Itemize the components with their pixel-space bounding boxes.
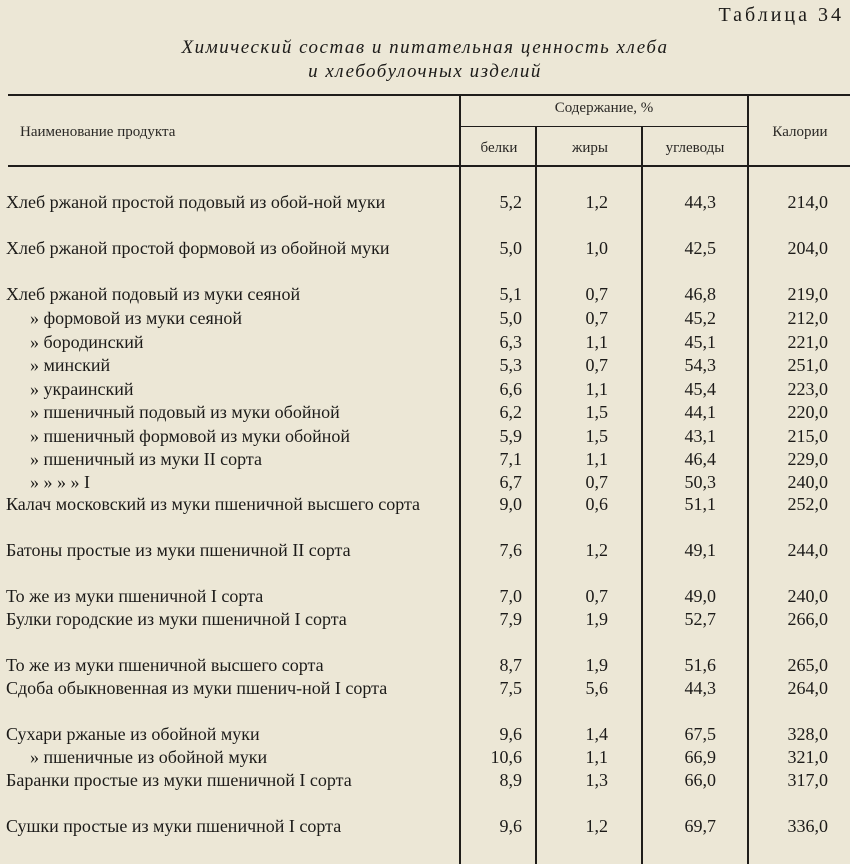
calories-value: 240,0 — [787, 586, 828, 606]
carbs-value: 52,7 — [684, 609, 716, 629]
fats-value: 0,6 — [585, 494, 608, 514]
proteins-value: 8,7 — [499, 655, 522, 675]
calories-value: 240,0 — [787, 472, 828, 492]
fats-value: 0,7 — [585, 586, 608, 606]
fats-value: 1,3 — [585, 770, 608, 790]
carbs-value: 45,1 — [684, 332, 716, 352]
header-fats: жиры — [572, 140, 608, 156]
product-name: Калач московский из муки пшеничной высшего сорта — [6, 494, 421, 514]
calories-value: 229,0 — [787, 449, 828, 469]
product-name: Баранки простые из муки пшеничной I сорта — [6, 770, 352, 790]
carbs-value: 67,5 — [684, 724, 716, 744]
calories-value: 223,0 — [787, 379, 828, 399]
carbs-value: 66,0 — [684, 770, 716, 790]
header-product-name: Наименование продукта — [20, 124, 176, 140]
carbs-value: 45,2 — [684, 308, 716, 328]
proteins-value: 5,0 — [499, 308, 522, 328]
product-name: » минский — [30, 355, 111, 375]
calories-value: 317,0 — [787, 770, 828, 790]
carbs-value: 46,8 — [684, 284, 716, 304]
carbs-value: 45,4 — [684, 379, 716, 399]
fats-value: 0,7 — [585, 472, 608, 492]
calories-value: 215,0 — [787, 426, 828, 446]
product-name: » пшеничный формовой из муки обойной — [30, 426, 351, 446]
column-divider-name — [459, 95, 461, 864]
calories-value: 244,0 — [787, 540, 828, 560]
column-divider-fats — [641, 127, 643, 864]
product-name: » пшеничный подовый из муки обойной — [30, 402, 340, 422]
proteins-value: 5,0 — [499, 238, 522, 258]
calories-value: 251,0 — [787, 355, 828, 375]
proteins-value: 9,0 — [499, 494, 522, 514]
carbs-value: 44,3 — [684, 678, 716, 698]
carbs-value: 49,1 — [684, 540, 716, 560]
fats-value: 1,4 — [585, 724, 608, 744]
product-name: То же из муки пшеничной I сорта — [6, 586, 264, 606]
product-name: Сухари ржаные из обойной муки — [6, 724, 260, 744]
proteins-value: 9,6 — [499, 816, 522, 836]
carbs-value: 51,6 — [684, 655, 716, 675]
top-rule — [8, 94, 850, 96]
calories-value: 264,0 — [787, 678, 828, 698]
column-divider-proteins — [535, 127, 537, 864]
proteins-value: 7,0 — [499, 586, 522, 606]
calories-value: 214,0 — [787, 192, 828, 212]
product-name: » пшеничные из обойной муки — [30, 747, 268, 767]
fats-value: 1,9 — [585, 609, 608, 629]
calories-value: 336,0 — [787, 816, 828, 836]
product-name: » формовой из муки сеяной — [30, 308, 243, 328]
carbs-value: 43,1 — [684, 426, 716, 446]
product-name: Сдоба обыкновенная из муки пшенич-ной I сорта — [6, 678, 388, 698]
product-name: Батоны простые из муки пшеничной II сорта — [6, 540, 351, 560]
carbs-value: 69,7 — [684, 816, 716, 836]
calories-value: 321,0 — [787, 747, 828, 767]
column-divider-carbs — [747, 95, 749, 864]
proteins-value: 9,6 — [499, 724, 522, 744]
fats-value: 0,7 — [585, 308, 608, 328]
fats-value: 1,2 — [585, 816, 608, 836]
fats-value: 0,7 — [585, 355, 608, 375]
calories-value: 221,0 — [787, 332, 828, 352]
calories-value: 212,0 — [787, 308, 828, 328]
table-caption — [0, 36, 850, 84]
fats-value: 1,1 — [585, 379, 608, 399]
header-content: Содержание, % — [554, 100, 654, 116]
fats-value: 1,9 — [585, 655, 608, 675]
fats-value: 1,1 — [585, 332, 608, 352]
carbs-value: 49,0 — [684, 586, 716, 606]
product-name: Хлеб ржаной простой формовой из обойной муки — [6, 238, 390, 258]
calories-value: 252,0 — [787, 494, 828, 514]
table-number: Таблица 34 — [718, 4, 844, 26]
header-carbs: углеводы — [665, 140, 725, 156]
carbs-value: 54,3 — [684, 355, 716, 375]
calories-value: 220,0 — [787, 402, 828, 422]
carbs-value: 66,9 — [684, 747, 716, 767]
proteins-value: 7,1 — [499, 449, 522, 469]
fats-value: 1,2 — [585, 192, 608, 212]
proteins-value: 6,3 — [499, 332, 522, 352]
carbs-value: 42,5 — [684, 238, 716, 258]
fats-value: 0,7 — [585, 284, 608, 304]
calories-value: 265,0 — [787, 655, 828, 675]
proteins-value: 8,9 — [499, 770, 522, 790]
product-name: Булки городские из муки пшеничной I сорта — [6, 609, 347, 629]
fats-value: 1,1 — [585, 449, 608, 469]
proteins-value: 5,9 — [499, 426, 522, 446]
proteins-value: 6,6 — [499, 379, 522, 399]
header-proteins: белки — [480, 140, 518, 156]
proteins-value: 6,2 — [499, 402, 522, 422]
calories-value: 328,0 — [787, 724, 828, 744]
calories-value: 219,0 — [787, 284, 828, 304]
product-name: » пшеничный из муки II сорта — [30, 449, 262, 469]
fats-value: 1,1 — [585, 747, 608, 767]
proteins-value: 5,1 — [499, 284, 522, 304]
header-calories: Калории — [772, 124, 828, 140]
proteins-value: 5,2 — [499, 192, 522, 212]
fats-value: 1,2 — [585, 540, 608, 560]
subheader-rule — [460, 126, 748, 127]
fats-value: 5,6 — [585, 678, 608, 698]
carbs-value: 51,1 — [684, 494, 716, 514]
header-bottom-rule — [8, 165, 850, 167]
product-name: Хлеб ржаной простой подовый из обой-ной муки — [6, 192, 386, 212]
calories-value: 204,0 — [787, 238, 828, 258]
proteins-value: 5,3 — [499, 355, 522, 375]
proteins-value: 6,7 — [499, 472, 522, 492]
fats-value: 1,0 — [585, 238, 608, 258]
caption-line-2: и хлебобулочных изделий — [308, 61, 542, 82]
fats-value: 1,5 — [585, 402, 608, 422]
calories-value: 266,0 — [787, 609, 828, 629]
product-name: Хлеб ржаной подовый из муки сеяной — [6, 284, 301, 304]
proteins-value: 7,9 — [499, 609, 522, 629]
proteins-value: 7,5 — [499, 678, 522, 698]
fats-value: 1,5 — [585, 426, 608, 446]
carbs-value: 44,3 — [684, 192, 716, 212]
product-name: » украинский — [30, 379, 134, 399]
carbs-value: 44,1 — [684, 402, 716, 422]
product-name: Сушки простые из муки пшеничной I сорта — [6, 816, 342, 836]
product-name: » » » » I — [30, 472, 90, 492]
carbs-value: 46,4 — [684, 449, 716, 469]
caption-line-1: Химический состав и питательная ценность хлеба — [181, 37, 669, 58]
product-name: То же из муки пшеничной высшего сорта — [6, 655, 324, 675]
proteins-value: 10,6 — [490, 747, 522, 767]
carbs-value: 50,3 — [684, 472, 716, 492]
product-name: » бородинский — [30, 332, 144, 352]
proteins-value: 7,6 — [499, 540, 522, 560]
